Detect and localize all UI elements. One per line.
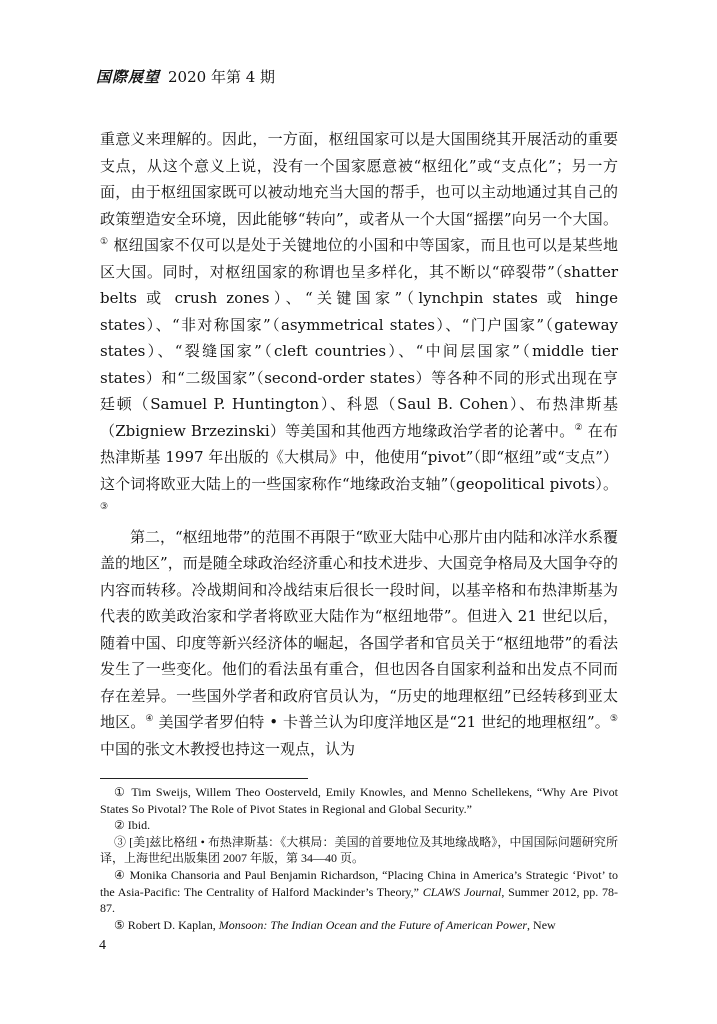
footnote-text: Monika Chansoria and Paul Benjamin Richardson, “Placing China in America’s Strategic ‘Pivot’ to the Asia-Pacific: The Centrality of Halford Mackinder’s Theory,” xyxy=(100,867,619,899)
text-run: 第二，“枢纽地带”的范围不再限于“欧亚大陆中心那片由内陆和冰洋水系覆盖的地区”，而是随全球政治经济重心和技术进步、大国竞争格局及大国争夺的内容而转移。冷战期间和冷战结束后很长一段时间，以基辛格和布热津斯基为代表的欧美政治家和学者将欧亚大陆作为“枢纽地带”。但进入 21 世纪以后，随着中国、印度等新兴经济体的崛起，各国学者和官员关于“枢纽地带”的看法发生了一些变化。他们的看法虽有重合，但也因各自国家利益和出发点不同而存在差异。一些国外学者和政府官员认为，“历史的地理枢纽”已经转移到亚太地区。 xyxy=(100,527,619,731)
footnote-mark: ① xyxy=(114,785,127,799)
footnote-5 xyxy=(100,917,618,934)
footnote-3 xyxy=(100,834,618,867)
footnote-2 xyxy=(100,817,618,834)
footnote-mark: ② xyxy=(114,818,125,833)
footnotes xyxy=(100,784,618,933)
book-title: Monsoon: The Indian Ocean and the Future of American Power xyxy=(218,917,528,932)
running-header xyxy=(96,66,275,87)
footnote-tail: , Summer 2012, pp. 78-87. xyxy=(100,884,619,916)
footnote-divider xyxy=(100,778,308,779)
text-run: 重意义来理解的。因此，一方面，枢纽国家可以是大国围绕其开展活动的重要支点，从这个意义上说，没有一个国家愿意被“枢纽化”或“支点化”；另一方面，由于枢纽国家既可以被动地充当大国的帮手，也可以主动地通过其自己的政策塑造安全环境，因此能够“转向”，或者从一个大国“摇摆”向另一个大国。 xyxy=(100,130,618,228)
footnote-text: Ibid. xyxy=(127,818,151,833)
footnote-text: Robert D. Kaplan, xyxy=(127,917,219,932)
main-text xyxy=(100,126,618,762)
footnote-4 xyxy=(100,867,618,917)
text-run: 枢纽国家不仅可以是处于关键地位的小国和中等国家，而且也可以是某些地区大国。同时，对枢纽国家的称谓也呈多样化，其不断以“碎裂带”（shatter belts 或 crush zones）、“关键国家”（lynchpin states 或 hinge states）、“非对称国家”（asymmetrical states）、“门户国家”（gateway states）、“裂缝国家”（cleft countries）、“中间层国家”（middle tier states）和“二级国家”（second-order states）等各种不同的形式出现在亨廷顿（Samuel P. Huntington）、科恩（Saul B. Cohen）、布热津斯基（Zbigniew Brzezinski）等美国和其他西方地缘政治学者的论著中。 xyxy=(100,236,618,440)
issue-label: 2020 年第 4 期 xyxy=(168,68,276,86)
paragraph-1 xyxy=(100,126,618,524)
text-run: 中国的张文木教授也持这一观点，认为 xyxy=(100,739,356,758)
journal-title: 国際展望 xyxy=(96,68,161,86)
footnote-ref[interactable]: ④ xyxy=(145,714,154,724)
footnote-ref[interactable]: ② xyxy=(574,422,583,433)
footnote-text: [美]兹比格纽 • 布热津斯基：《大棋局：美国的首要地位及其地缘战略》，中国国际问题研究所译，上海世纪出版集团 2007 年版，第 34—40 页。 xyxy=(100,834,618,866)
text-run: 美国学者罗伯特 • 卡普兰认为印度洋地区是“21 世纪的地理枢纽”。 xyxy=(158,713,610,731)
footnote-text: Tim Sweijs, Willem Theo Oosterveld, Emily Knowles, and Menno Schellekens, “Why Are Pivot States So Pivotal? The Role of Pivot States in Regional and Global Security.” xyxy=(100,785,618,816)
footnote-mark: ⑤ xyxy=(114,917,125,932)
paragraph-2 xyxy=(100,524,618,763)
footnote-1 xyxy=(100,784,618,817)
footnote-ref[interactable]: ⑤ xyxy=(609,714,618,724)
footnote-tail: , New xyxy=(527,917,556,932)
journal-name: CLAWS Journal xyxy=(422,884,502,899)
footnote-mark: ④ xyxy=(114,867,126,882)
footnote-ref[interactable]: ① xyxy=(100,237,109,247)
text-run: 在布热津斯基 1997 年出版的《大棋局》中，他使用“pivot”（即“枢纽”或“支点”）这个词将欧亚大陆上的一些国家称作“地缘政治支轴”（geopolitical pivots）。 xyxy=(100,421,618,493)
page-number: 4 xyxy=(99,938,106,953)
footnote-ref[interactable]: ③ xyxy=(100,502,109,512)
footnote-mark: ③ xyxy=(114,834,127,849)
